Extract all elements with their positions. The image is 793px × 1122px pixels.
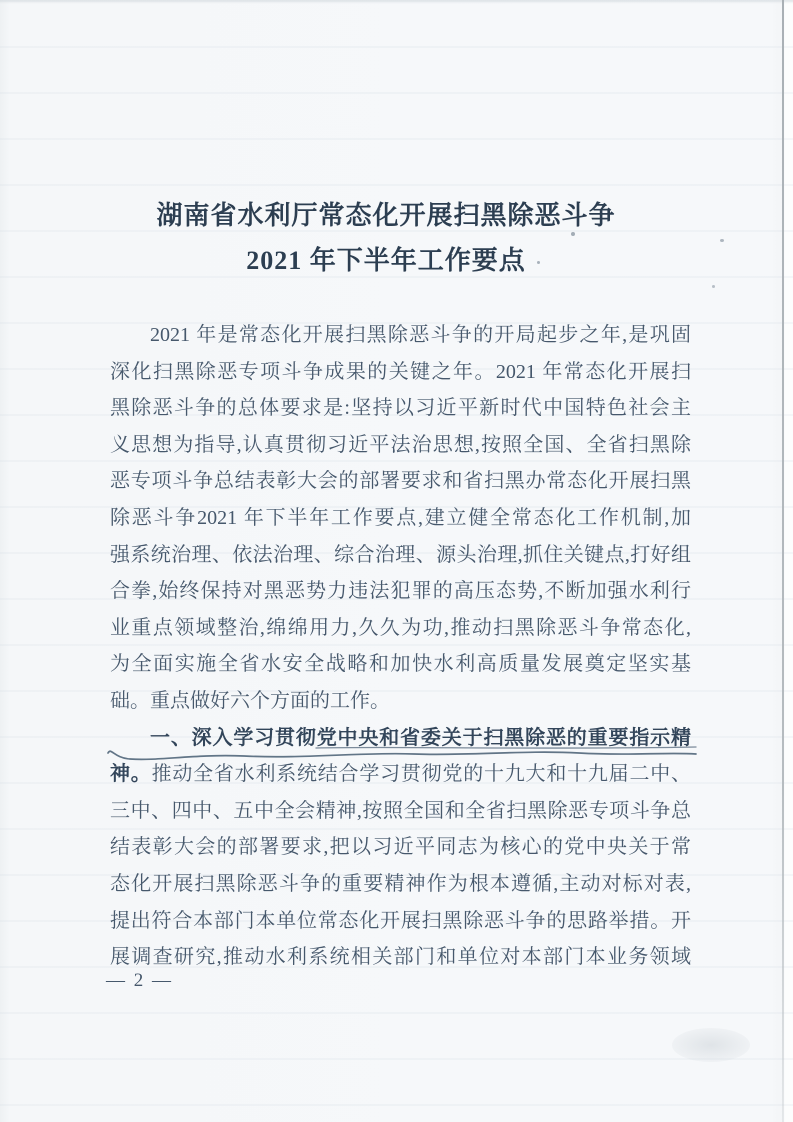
document-title-line-2: 2021 年下半年工作要点 — [246, 246, 526, 275]
section1-heading — [110, 720, 691, 757]
body-line: 提出符合本部门本单位常态化开展扫黑除恶斗争的思路举措。开 — [110, 909, 691, 932]
document-title — [98, 193, 674, 283]
body-line: 础。重点做好六个方面的工作。 — [110, 689, 390, 712]
body-line: 态化开展扫黑除恶斗争的重要精神作为根本遵循,主动对标对表, — [110, 872, 691, 895]
scan-smudge — [672, 1028, 750, 1062]
scan-speck — [712, 285, 715, 288]
body-line: 义思想为指导,认真贯彻习近平法治思想,按照全国、全省扫黑除 — [110, 433, 691, 456]
body-line: 展调查研究,推动水利系统相关部门和单位对本部门本业务领域 — [110, 946, 691, 969]
paper-edge-right — [782, 0, 784, 1122]
body-line: 黑除恶斗争的总体要求是:坚持以习近平新时代中国特色社会主 — [110, 397, 691, 420]
body-line: 结表彰大会的部署要求,把以习近平同志为核心的党中央关于常 — [110, 836, 691, 859]
section1-heading-text: 一、深入学习贯彻党中央和省委关于扫黑除恶的重要指示精 — [150, 726, 691, 749]
scan-speck — [720, 239, 724, 242]
body-line: 强系统治理、依法治理、综合治理、源头治理,抓住关键点,打好组 — [110, 543, 691, 566]
body-line: 三中、四中、五中全会精神,按照全国和全省扫黑除恶专项斗争总 — [110, 799, 691, 822]
document-body — [110, 317, 691, 976]
body-line-text: 推动全省水利系统结合学习贯彻党的十九大和十九届二中、 — [151, 763, 692, 786]
body-line: 深化扫黑除恶专项斗争成果的关键之年。2021 年常态化开展扫 — [110, 360, 691, 383]
scan-speck — [537, 261, 540, 264]
section1-heading-tail: 神。 — [110, 763, 152, 786]
document-title-line-1: 湖南省水利厅常态化开展扫黑除恶斗争 — [156, 201, 616, 230]
scan-edge-top — [0, 0, 793, 4]
body-line — [110, 756, 691, 793]
body-line: 合拳,始终保持对黑恶势力违法犯罪的高压态势,不断加强水利行 — [110, 580, 691, 603]
body-line: 恶专项斗争总结表彰大会的部署要求和省扫黑办常态化开展扫黑 — [110, 470, 691, 493]
scan-speck — [571, 232, 575, 236]
body-line: 业重点领域整治,绵绵用力,久久为功,推动扫黑除恶斗争常态化, — [110, 616, 691, 639]
body-line: 除恶斗争2021 年下半年工作要点,建立健全常态化工作机制,加 — [110, 506, 691, 529]
page-number: — 2 — — [106, 970, 173, 991]
body-line: 2021 年是常态化开展扫黑除恶斗争的开局起步之年,是巩固 — [150, 324, 691, 346]
body-line: 为全面实施全省水安全战略和加快水利高质量发展奠定坚实基 — [110, 653, 691, 676]
